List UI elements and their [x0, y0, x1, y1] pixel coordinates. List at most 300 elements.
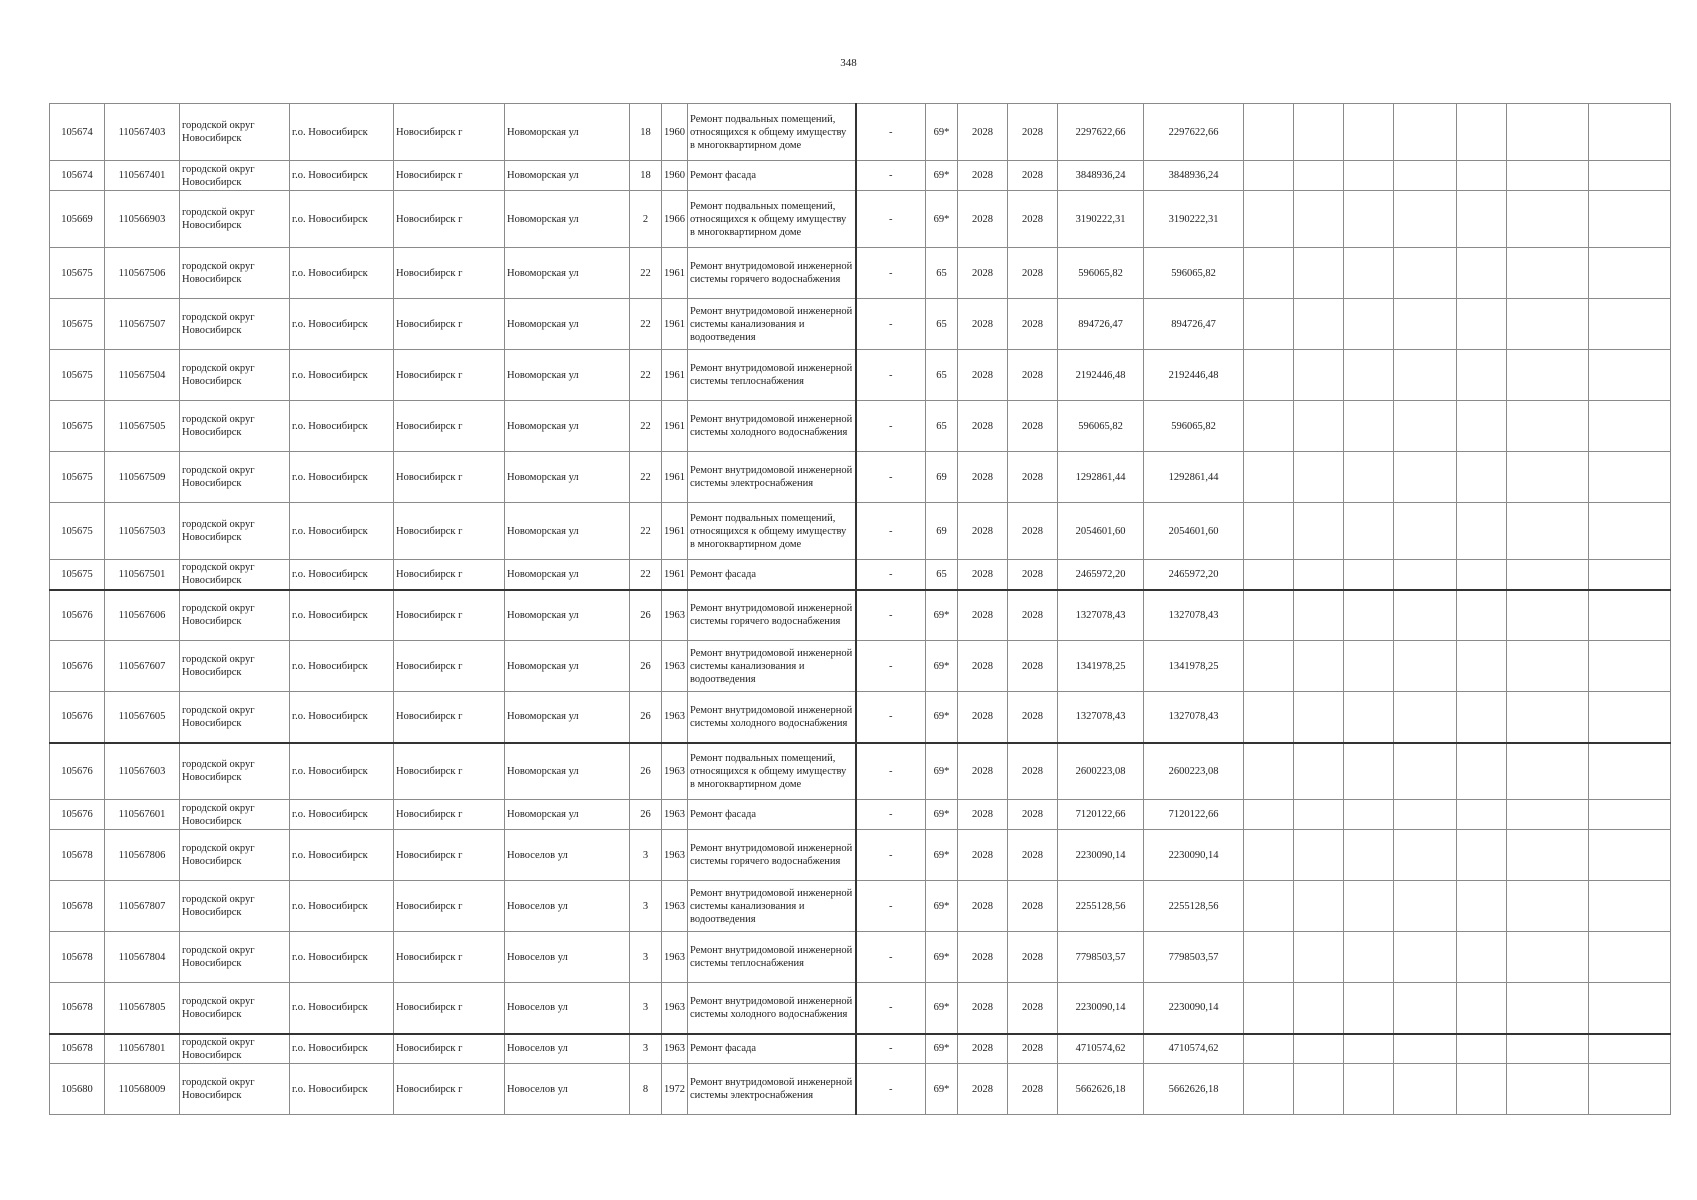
empty-cell: [1244, 350, 1294, 401]
year-end: 2028: [1008, 800, 1058, 830]
empty-cell: [1244, 932, 1294, 983]
city: Новосибирск г: [394, 350, 505, 401]
street: Новоморская ул: [505, 641, 630, 692]
empty-cell: [1457, 932, 1507, 983]
year-end: 2028: [1008, 452, 1058, 503]
house-number: 3: [630, 881, 662, 932]
municipality: городской округ Новосибирск: [180, 830, 290, 881]
year-end: 2028: [1008, 743, 1058, 800]
build-year: 1963: [662, 932, 688, 983]
municipality: городской округ Новосибирск: [180, 191, 290, 248]
table-row: [50, 1064, 1671, 1115]
empty-cell: [1244, 1034, 1294, 1064]
table-row: [50, 692, 1671, 743]
empty-cell: [1244, 692, 1294, 743]
build-year: 1963: [662, 881, 688, 932]
wear-value: 65: [926, 560, 958, 590]
house-number: 22: [630, 299, 662, 350]
build-year: 1963: [662, 743, 688, 800]
object-code: 110567804: [105, 932, 180, 983]
build-year: 1961: [662, 299, 688, 350]
district: г.о. Новосибирск: [290, 641, 394, 692]
year-end: 2028: [1008, 881, 1058, 932]
empty-cell: [1394, 590, 1457, 641]
dash-cell: -: [856, 299, 926, 350]
empty-cell: [1589, 1034, 1671, 1064]
row-id: 105675: [50, 503, 105, 560]
cost-total: 7798503,57: [1058, 932, 1144, 983]
empty-cell: [1394, 248, 1457, 299]
district: г.о. Новосибирск: [290, 452, 394, 503]
house-number: 22: [630, 452, 662, 503]
empty-cell: [1344, 983, 1394, 1034]
year-start: 2028: [958, 1064, 1008, 1115]
table-row: [50, 983, 1671, 1034]
cost-fund: 2230090,14: [1144, 830, 1244, 881]
cost-fund: 2255128,56: [1144, 881, 1244, 932]
empty-cell: [1457, 248, 1507, 299]
dash-cell: -: [856, 830, 926, 881]
wear-value: 69*: [926, 1064, 958, 1115]
cost-fund: 7798503,57: [1144, 932, 1244, 983]
empty-cell: [1507, 299, 1589, 350]
work-type: Ремонт внутридомовой инженерной системы электроснабжения: [688, 452, 856, 503]
object-code: 110567507: [105, 299, 180, 350]
street: Новоселов ул: [505, 1064, 630, 1115]
year-end: 2028: [1008, 1034, 1058, 1064]
empty-cell: [1507, 1064, 1589, 1115]
work-type: Ремонт внутридомовой инженерной системы теплоснабжения: [688, 350, 856, 401]
row-id: 105678: [50, 881, 105, 932]
empty-cell: [1507, 452, 1589, 503]
empty-cell: [1294, 590, 1344, 641]
empty-cell: [1244, 560, 1294, 590]
house-number: 22: [630, 350, 662, 401]
empty-cell: [1344, 1064, 1394, 1115]
empty-cell: [1294, 830, 1344, 881]
year-start: 2028: [958, 350, 1008, 401]
city: Новосибирск г: [394, 560, 505, 590]
work-type: Ремонт внутридомовой инженерной системы канализования и водоотведения: [688, 641, 856, 692]
dash-cell: -: [856, 191, 926, 248]
street: Новоморская ул: [505, 503, 630, 560]
object-code: 110567503: [105, 503, 180, 560]
work-type: Ремонт фасада: [688, 1034, 856, 1064]
empty-cell: [1294, 881, 1344, 932]
empty-cell: [1244, 641, 1294, 692]
house-number: 18: [630, 104, 662, 161]
municipality: городской округ Новосибирск: [180, 800, 290, 830]
empty-cell: [1589, 401, 1671, 452]
dash-cell: -: [856, 401, 926, 452]
object-code: 110567606: [105, 590, 180, 641]
cost-total: 2600223,08: [1058, 743, 1144, 800]
empty-cell: [1589, 590, 1671, 641]
row-id: 105676: [50, 692, 105, 743]
cost-fund: 596065,82: [1144, 248, 1244, 299]
cost-fund: 1341978,25: [1144, 641, 1244, 692]
cost-fund: 2297622,66: [1144, 104, 1244, 161]
cost-total: 2230090,14: [1058, 830, 1144, 881]
table-row: [50, 299, 1671, 350]
empty-cell: [1344, 692, 1394, 743]
city: Новосибирск г: [394, 191, 505, 248]
row-id: 105674: [50, 104, 105, 161]
empty-cell: [1344, 590, 1394, 641]
empty-cell: [1294, 299, 1344, 350]
empty-cell: [1507, 692, 1589, 743]
build-year: 1963: [662, 800, 688, 830]
empty-cell: [1244, 830, 1294, 881]
cost-total: 596065,82: [1058, 401, 1144, 452]
year-end: 2028: [1008, 983, 1058, 1034]
municipality: городской округ Новосибирск: [180, 299, 290, 350]
street: Новоморская ул: [505, 452, 630, 503]
build-year: 1960: [662, 104, 688, 161]
empty-cell: [1457, 299, 1507, 350]
city: Новосибирск г: [394, 881, 505, 932]
empty-cell: [1394, 401, 1457, 452]
year-end: 2028: [1008, 161, 1058, 191]
city: Новосибирск г: [394, 692, 505, 743]
empty-cell: [1457, 692, 1507, 743]
cost-fund: 3190222,31: [1144, 191, 1244, 248]
empty-cell: [1294, 641, 1344, 692]
district: г.о. Новосибирск: [290, 830, 394, 881]
empty-cell: [1244, 452, 1294, 503]
table-row: [50, 641, 1671, 692]
municipality: городской округ Новосибирск: [180, 104, 290, 161]
object-code: 110567603: [105, 743, 180, 800]
year-start: 2028: [958, 248, 1008, 299]
row-id: 105678: [50, 932, 105, 983]
district: г.о. Новосибирск: [290, 932, 394, 983]
house-number: 26: [630, 590, 662, 641]
empty-cell: [1344, 800, 1394, 830]
empty-cell: [1344, 248, 1394, 299]
year-start: 2028: [958, 800, 1008, 830]
city: Новосибирск г: [394, 830, 505, 881]
empty-cell: [1344, 401, 1394, 452]
build-year: 1972: [662, 1064, 688, 1115]
build-year: 1961: [662, 350, 688, 401]
cost-fund: 2054601,60: [1144, 503, 1244, 560]
table-row: [50, 104, 1671, 161]
district: г.о. Новосибирск: [290, 881, 394, 932]
city: Новосибирск г: [394, 503, 505, 560]
empty-cell: [1394, 881, 1457, 932]
year-start: 2028: [958, 191, 1008, 248]
work-type: Ремонт фасада: [688, 560, 856, 590]
street: Новоморская ул: [505, 191, 630, 248]
year-end: 2028: [1008, 1064, 1058, 1115]
street: Новоселов ул: [505, 1034, 630, 1064]
district: г.о. Новосибирск: [290, 983, 394, 1034]
wear-value: 69*: [926, 161, 958, 191]
empty-cell: [1589, 161, 1671, 191]
municipality: городской округ Новосибирск: [180, 350, 290, 401]
empty-cell: [1294, 692, 1344, 743]
year-end: 2028: [1008, 503, 1058, 560]
build-year: 1961: [662, 503, 688, 560]
empty-cell: [1507, 590, 1589, 641]
object-code: 110567601: [105, 800, 180, 830]
work-type: Ремонт внутридомовой инженерной системы холодного водоснабжения: [688, 401, 856, 452]
object-code: 110567801: [105, 1034, 180, 1064]
municipality: городской округ Новосибирск: [180, 1064, 290, 1115]
empty-cell: [1344, 503, 1394, 560]
build-year: 1961: [662, 401, 688, 452]
district: г.о. Новосибирск: [290, 299, 394, 350]
house-number: 3: [630, 1034, 662, 1064]
district: г.о. Новосибирск: [290, 503, 394, 560]
empty-cell: [1344, 932, 1394, 983]
district: г.о. Новосибирск: [290, 161, 394, 191]
city: Новосибирск г: [394, 983, 505, 1034]
street: Новоморская ул: [505, 800, 630, 830]
empty-cell: [1507, 641, 1589, 692]
empty-cell: [1457, 743, 1507, 800]
table-row: [50, 503, 1671, 560]
street: Новоморская ул: [505, 401, 630, 452]
cost-fund: 2230090,14: [1144, 983, 1244, 1034]
cost-total: 596065,82: [1058, 248, 1144, 299]
object-code: 110567806: [105, 830, 180, 881]
dash-cell: -: [856, 1034, 926, 1064]
year-start: 2028: [958, 452, 1008, 503]
empty-cell: [1344, 560, 1394, 590]
empty-cell: [1344, 743, 1394, 800]
street: Новоморская ул: [505, 104, 630, 161]
district: г.о. Новосибирск: [290, 1064, 394, 1115]
year-start: 2028: [958, 104, 1008, 161]
empty-cell: [1507, 104, 1589, 161]
dash-cell: -: [856, 350, 926, 401]
city: Новосибирск г: [394, 932, 505, 983]
empty-cell: [1457, 830, 1507, 881]
dash-cell: -: [856, 560, 926, 590]
empty-cell: [1344, 830, 1394, 881]
city: Новосибирск г: [394, 641, 505, 692]
empty-cell: [1589, 800, 1671, 830]
empty-cell: [1507, 401, 1589, 452]
municipality: городской округ Новосибирск: [180, 1034, 290, 1064]
empty-cell: [1244, 743, 1294, 800]
cost-total: 1327078,43: [1058, 590, 1144, 641]
empty-cell: [1394, 743, 1457, 800]
wear-value: 69*: [926, 932, 958, 983]
empty-cell: [1589, 191, 1671, 248]
empty-cell: [1294, 191, 1344, 248]
empty-cell: [1344, 161, 1394, 191]
street: Новоморская ул: [505, 590, 630, 641]
city: Новосибирск г: [394, 401, 505, 452]
object-code: 110567505: [105, 401, 180, 452]
empty-cell: [1244, 503, 1294, 560]
empty-cell: [1589, 248, 1671, 299]
dash-cell: -: [856, 692, 926, 743]
empty-cell: [1394, 1064, 1457, 1115]
year-start: 2028: [958, 299, 1008, 350]
table-row: [50, 743, 1671, 800]
district: г.о. Новосибирск: [290, 191, 394, 248]
empty-cell: [1589, 692, 1671, 743]
empty-cell: [1394, 830, 1457, 881]
city: Новосибирск г: [394, 1064, 505, 1115]
street: Новоморская ул: [505, 299, 630, 350]
municipality: городской округ Новосибирск: [180, 590, 290, 641]
empty-cell: [1294, 161, 1344, 191]
cost-fund: 2600223,08: [1144, 743, 1244, 800]
empty-cell: [1589, 350, 1671, 401]
empty-cell: [1507, 560, 1589, 590]
cost-total: 2192446,48: [1058, 350, 1144, 401]
empty-cell: [1294, 743, 1344, 800]
municipality: городской округ Новосибирск: [180, 983, 290, 1034]
row-id: 105678: [50, 1034, 105, 1064]
empty-cell: [1244, 590, 1294, 641]
empty-cell: [1589, 299, 1671, 350]
build-year: 1961: [662, 248, 688, 299]
dash-cell: -: [856, 932, 926, 983]
year-end: 2028: [1008, 248, 1058, 299]
house-number: 3: [630, 830, 662, 881]
year-end: 2028: [1008, 560, 1058, 590]
empty-cell: [1394, 452, 1457, 503]
house-number: 26: [630, 641, 662, 692]
page-number: 348: [840, 57, 857, 69]
dash-cell: -: [856, 503, 926, 560]
empty-cell: [1294, 800, 1344, 830]
house-number: 26: [630, 800, 662, 830]
empty-cell: [1294, 560, 1344, 590]
street: Новоморская ул: [505, 350, 630, 401]
empty-cell: [1244, 401, 1294, 452]
empty-cell: [1394, 350, 1457, 401]
empty-cell: [1589, 641, 1671, 692]
wear-value: 69*: [926, 590, 958, 641]
wear-value: 69*: [926, 692, 958, 743]
empty-cell: [1294, 932, 1344, 983]
table-row: [50, 830, 1671, 881]
street: Новоморская ул: [505, 560, 630, 590]
dash-cell: -: [856, 881, 926, 932]
empty-cell: [1507, 881, 1589, 932]
empty-cell: [1457, 881, 1507, 932]
object-code: 110566903: [105, 191, 180, 248]
build-year: 1960: [662, 161, 688, 191]
district: г.о. Новосибирск: [290, 401, 394, 452]
cost-fund: 2465972,20: [1144, 560, 1244, 590]
cost-fund: 5662626,18: [1144, 1064, 1244, 1115]
cost-total: 7120122,66: [1058, 800, 1144, 830]
row-id: 105676: [50, 800, 105, 830]
row-id: 105675: [50, 299, 105, 350]
dash-cell: -: [856, 800, 926, 830]
district: г.о. Новосибирск: [290, 692, 394, 743]
work-type: Ремонт подвальных помещений, относящихся к общему имуществу в многоквартирном доме: [688, 503, 856, 560]
empty-cell: [1457, 452, 1507, 503]
wear-value: 69*: [926, 191, 958, 248]
street: Новоморская ул: [505, 692, 630, 743]
empty-cell: [1344, 641, 1394, 692]
wear-value: 69*: [926, 104, 958, 161]
district: г.о. Новосибирск: [290, 1034, 394, 1064]
row-id: 105675: [50, 560, 105, 590]
empty-cell: [1589, 881, 1671, 932]
wear-value: 69*: [926, 983, 958, 1034]
table-row: [50, 590, 1671, 641]
empty-cell: [1294, 983, 1344, 1034]
object-code: 110567805: [105, 983, 180, 1034]
row-id: 105675: [50, 452, 105, 503]
wear-value: 69*: [926, 800, 958, 830]
build-year: 1961: [662, 452, 688, 503]
city: Новосибирск г: [394, 299, 505, 350]
empty-cell: [1344, 350, 1394, 401]
row-id: 105678: [50, 983, 105, 1034]
table-row: [50, 560, 1671, 590]
empty-cell: [1294, 350, 1344, 401]
object-code: 110567509: [105, 452, 180, 503]
empty-cell: [1294, 401, 1344, 452]
empty-cell: [1457, 641, 1507, 692]
work-type: Ремонт внутридомовой инженерной системы горячего водоснабжения: [688, 248, 856, 299]
row-id: 105680: [50, 1064, 105, 1115]
empty-cell: [1294, 503, 1344, 560]
wear-value: 69*: [926, 830, 958, 881]
house-number: 3: [630, 932, 662, 983]
table-row: [50, 350, 1671, 401]
district: г.о. Новосибирск: [290, 743, 394, 800]
cost-total: 2054601,60: [1058, 503, 1144, 560]
empty-cell: [1344, 191, 1394, 248]
object-code: 110567605: [105, 692, 180, 743]
empty-cell: [1244, 881, 1294, 932]
empty-cell: [1294, 104, 1344, 161]
year-start: 2028: [958, 830, 1008, 881]
capital-repair-table: [49, 103, 1671, 1115]
row-id: 105676: [50, 743, 105, 800]
empty-cell: [1589, 932, 1671, 983]
city: Новосибирск г: [394, 452, 505, 503]
table-row: [50, 932, 1671, 983]
cost-total: 2465972,20: [1058, 560, 1144, 590]
empty-cell: [1457, 191, 1507, 248]
empty-cell: [1589, 452, 1671, 503]
empty-cell: [1244, 248, 1294, 299]
empty-cell: [1457, 350, 1507, 401]
empty-cell: [1457, 401, 1507, 452]
city: Новосибирск г: [394, 743, 505, 800]
work-type: Ремонт внутридомовой инженерной системы электроснабжения: [688, 1064, 856, 1115]
municipality: городской округ Новосибирск: [180, 692, 290, 743]
empty-cell: [1394, 104, 1457, 161]
work-type: Ремонт фасада: [688, 161, 856, 191]
dash-cell: -: [856, 452, 926, 503]
house-number: 3: [630, 983, 662, 1034]
empty-cell: [1507, 983, 1589, 1034]
empty-cell: [1244, 299, 1294, 350]
cost-fund: 894726,47: [1144, 299, 1244, 350]
object-code: 110567401: [105, 161, 180, 191]
empty-cell: [1394, 932, 1457, 983]
build-year: 1963: [662, 590, 688, 641]
empty-cell: [1507, 830, 1589, 881]
cost-fund: 1327078,43: [1144, 692, 1244, 743]
cost-fund: 1327078,43: [1144, 590, 1244, 641]
empty-cell: [1244, 1064, 1294, 1115]
